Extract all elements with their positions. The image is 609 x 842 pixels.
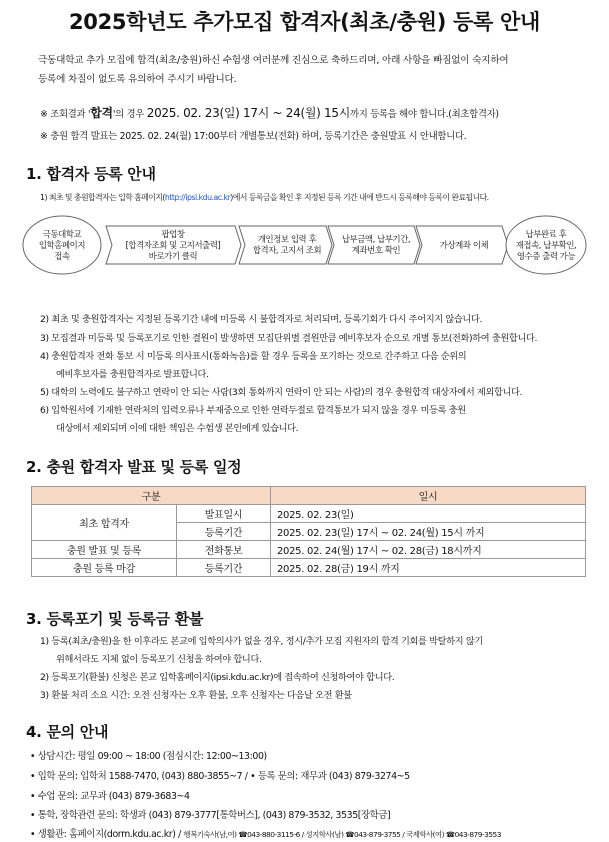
sec3-item-2: 2) 등록포기(환불) 신청은 본교 입학홈페이지(ipsi.kdu.ac.kr)에 접속하여 신청하여야 합니다.: [40, 672, 395, 683]
table-row: [32, 505, 586, 523]
page-title: 2025학년도 추가모집 합격자(최초/충원) 등록 안내: [68, 10, 540, 34]
table-cell-category: 충원 발표 및 등록: [32, 541, 177, 559]
sec1-item-3: 3) 모집결과 미등록 및 등록포기로 인한 결원이 발생하면 모집단위별 결원만큼 예비후보자 순으로 개별 통보(전화)하여 충원합니다.: [40, 333, 538, 344]
table-cell-date: 2025. 02. 23(일) 17시 ~ 02. 24(월) 15시 까지: [271, 523, 586, 541]
flow-step-2: 팝업창 [합격자조회 및 고지서출력] 바로가기 클릭: [125, 228, 221, 261]
intro-line-1: 극동대학교 추가 모집에 합격(최초/충원)하신 수험생 여러분께 진심으로 축하드리며, 아래 사항을 빠짐없이 숙지하여: [38, 55, 509, 66]
registration-flow: [22, 214, 588, 276]
contact-dorm-phones: 행복기숙사(남,여) ☎043-880-3115-6 / 성지학사(남) ☎043-879-3755 / 국제학사(여) ☎043-879-3553: [183, 830, 501, 839]
table-cell-type: 등록기간: [177, 523, 271, 541]
sec3-item-1: 1) 등록(최초/충원)을 한 이후라도 본교에 입학의사가 없을 경우, 정시/추가 모집 지원자의 합격 기회를 박탈하지 않기: [40, 636, 483, 647]
contact-dormitory: [30, 826, 501, 840]
contact-dorm-homepage: • 생활관: 홈페이지(dorm.kdu.ac.kr) /: [30, 829, 184, 840]
flow-step-5: 가상계좌 이체: [439, 239, 489, 250]
sec3-item-3: 3) 환불 처리 소요 시간: 오전 신청자는 오후 환불, 오후 신청자는 다음날 오전 환불: [40, 690, 352, 701]
table-cell-date: 2025. 02. 28(금) 19시 까지: [271, 559, 586, 577]
ipsi-homepage-link[interactable]: http://ipsi.kdu.ac.kr: [164, 193, 231, 202]
table-cell-date: 2025. 02. 24(월) 17시 ~ 02. 28(금) 18시까지: [271, 541, 586, 559]
schedule-table: [31, 486, 586, 577]
sec1-item-6-cont: 대상에서 제외되며 이에 대한 책임은 수험생 본인에게 있습니다.: [56, 423, 299, 434]
table-cell-category: 최초 합격자: [32, 505, 177, 541]
sec1-item-1-text-a: 1) 최초 및 충원합격자는 입학 홈페이지(: [40, 193, 165, 202]
note-period: 2025. 02. 23(일) 17시 ~ 24(월) 15시: [146, 106, 350, 120]
section-1-heading: 1. 합격자 등록 안내: [26, 165, 156, 183]
flow-step-6: 납부완료 후 재접속, 납부확인, 영수증 출력 가능: [515, 228, 577, 261]
note-mid: '의 경우: [112, 109, 147, 120]
section-4-heading: 4. 문의 안내: [26, 723, 109, 741]
contact-admission: • 입학 문의: 입학처 1588-7470, (043) 880-3855~7 / • 등록 문의: 재무과 (043) 879-3274~5: [30, 771, 410, 782]
table-header-row: [32, 487, 586, 505]
table-cell-type: 발표일시: [177, 505, 271, 523]
sec1-item-1-text-b: )에서 등록금을 확인 후 지정된 등록 기간 내에 반드시 등록해야 등록이 완료됩니다.: [230, 193, 489, 202]
table-cell-type: 등록기간: [177, 559, 271, 577]
table-cell-type: 전화통보: [177, 541, 271, 559]
table-row: [32, 559, 586, 577]
contact-class: • 수업 문의: 교무과 (043) 879-3683~4: [30, 791, 190, 802]
sec3-item-1-cont: 위해서라도 지체 없이 등록포기 신청을 하여야 합니다.: [56, 654, 262, 665]
table-cell-date: 2025. 02. 23(일): [271, 505, 586, 523]
section-3-heading: 3. 등록포기 및 등록금 환불: [26, 610, 204, 628]
flow-step-1: 극동대학교 입학홈페이지 접속: [38, 228, 86, 261]
table-header-ilsi: 일시: [271, 487, 586, 505]
sec1-item-5: 5) 대학의 노력에도 불구하고 연락이 안 되는 사람(3회 통화까지 연락이 안 되는 사람)의 경우 충원합격 대상자에서 제외합니다.: [40, 387, 523, 398]
sec1-item-6: 6) 입학원서에 기재한 연락처의 입력오류나 부재중으로 인한 연락두절로 합격통보가 되지 않을 경우 미등록 충원: [40, 405, 466, 416]
note-additional: ※ 충원 합격 발표는 2025. 02. 24(월) 17:00부터 개별통보(전화) 하며, 등록기간은 충원발표 시 안내합니다.: [40, 131, 467, 142]
section-2-heading: 2. 충원 합격자 발표 및 등록 일정: [26, 458, 242, 476]
contact-hours: • 상담시간: 평일 09:00 ~ 18:00 (점심시간: 12:00~13:00): [30, 751, 267, 762]
contact-student: • 통학, 장학관련 문의: 학생과 (043) 879-3777[통학버스], (043) 879-3532, 3535[장학금]: [30, 810, 391, 821]
note-pass-word: 합격: [90, 106, 113, 120]
flow-step-4: 납부금액, 납부기간, 계좌번호 확인: [341, 234, 411, 255]
intro-line-2: 등록에 차질이 없도록 유의하여 주시기 바랍니다.: [38, 74, 237, 85]
table-row: [32, 541, 586, 559]
note-first-result: [40, 104, 499, 121]
table-cell-category: 충원 등록 마감: [32, 559, 177, 577]
flow-step-3: 개인정보 입력 후 합격자, 고지서 조회: [252, 234, 322, 255]
sec1-item-4-cont: 예비후보자를 충원합격자로 발표합니다.: [56, 369, 209, 380]
note-prefix: ※ 조회결과 ': [40, 109, 91, 120]
table-header-gubun: 구분: [32, 487, 271, 505]
sec1-item-2: 2) 최초 및 충원합격자는 지정된 등록기간 내에 미등록 시 불합격자로 처리되며, 등록기회가 다시 주어지지 않습니다.: [40, 314, 483, 325]
sec1-item-1: [40, 192, 489, 203]
sec1-item-4: 4) 충원합격자 전화 통보 시 미등록 의사표시(통화녹음)를 할 경우 등록을 포기하는 것으로 간주하고 다음 순위의: [40, 351, 467, 362]
note-suffix: 까지 등록을 해야 합니다.(최초합격자): [350, 109, 499, 120]
